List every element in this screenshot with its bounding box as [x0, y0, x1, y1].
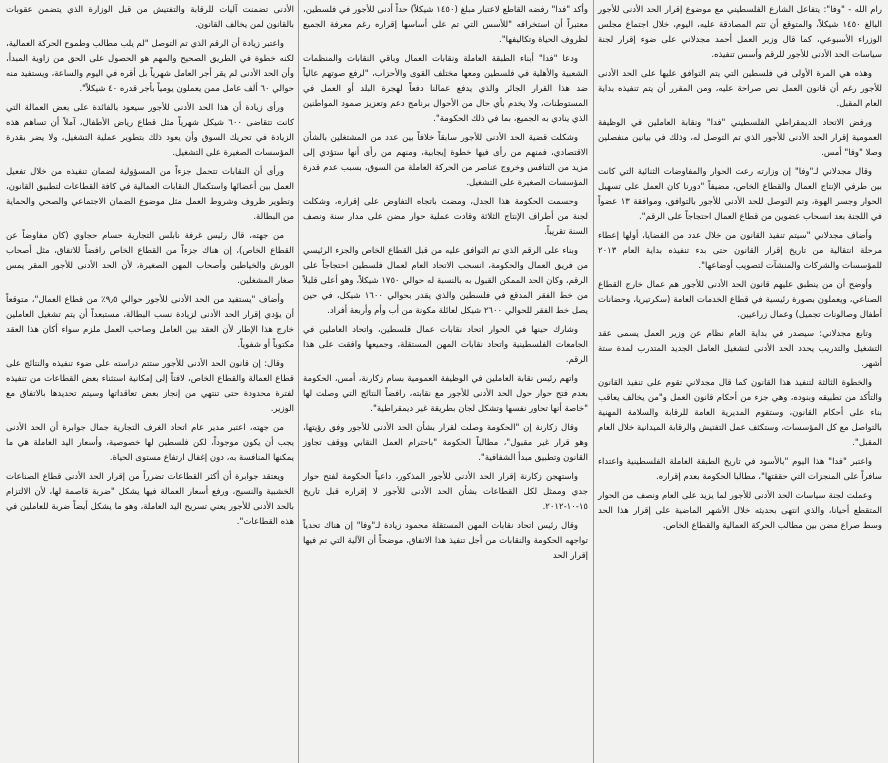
article-paragraph: وقال: إن قانون الحد الأدنى للأجور ستتم دراسته على ضوء تنفيذه والنتائج على قطاع العمالة والقطاع الخاص، لافتاً إلى إمكانية استثناء بعض القطاعات من تنفيذه لفترة محدودة حتى تنتهي من إنجاز بعض تعاقداتها وسيتم تحديدها بالاتفاق مع الوزير. — [6, 359, 294, 414]
article-paragraph: ورأى أن النقابات تتحمل جزءاً من المسؤولية لضمان تنفيذه من خلال تفعيل العمل بين أعضائها واستكمال النقابات العمالية في كافة القطاعات لتطبيق القانون، وتطوير ظروف وشروط العمل مثل موضوع الضمان الاجتماعي والصحي والحماية من البطالة. — [6, 167, 294, 222]
article-paragraph: رام الله - "وفا": يتفاعل الشارع الفلسطيني مع موضوع إقرار الحد الأدنى للأجور البالغ ١٤٥٠ شيكلاً، والمتوقع أن تتم المصادقة عليه، اليوم، خلال اجتماع مجلس الوزراء الأسبوعي، كما قال وزير العمل أحمد مجدلاني على ضوء إقرار لجنة سياسات الحد الأدنى للأجور للرقم وأسس تنفيذه. — [598, 5, 882, 60]
article-paragraph: وأضاف مجدلاني "سيتم تنفيذ القانون من خلال عدد من القضايا، أولها إعطاء مرحلة انتقالية من تاريخ إقرار القانون حتى بدء تنفيذه بداية العام ٢٠١٣ للمؤسسات والشركات والمنشآت لتصويب أوضاعها". — [598, 231, 882, 271]
article-paragraph: وقال رئيس اتحاد نقابات المهن المستقلة محمود زيادة لـ"وفا" إن هناك تحدياً تواجهه الحكومة والنقابات من أجل تنفيذ هذا الاتفاق، موضحاً أن الآلية التي تم فيها إقرار الحد — [303, 521, 588, 561]
article-paragraph: وأكد "فدا" رفضه القاطع لاعتبار مبلغ (١٤٥٠ شيكلاً) حداً أدنى للأجور في فلسطين، معتبراً أن استخرافه "للأسس التي تم على أساسها إقراره رغم معرفة الجميع لظروف الحياة وتكاليفها". — [303, 5, 588, 45]
article-paragraph: وحسمت الحكومة هذا الجدل، ومضت باتجاه التفاوض على إقراره، وشكلت لجنة من أطراف الإنتاج الثلاثة وقادت عملية حوار مضن على مدار سنة ونصف السنة تقريباً. — [303, 197, 588, 237]
article-paragraph: واعتبر زيادة أن الرقم الذي تم التوصل "لم يلب مطالب وطموح الحركة العمالية، لكنه خطوة في الطريق الصحيح والمهم هو الحصول على الحق من زاوية المبدأ، وأن الحد الأدنى لم يقر أجر العامل شهرياً بل أقره في اليوم والساعة، ويستفيد منه حوالي ٦٠ ألف عامل ممن يعملون يومياً بأجر قدره ٤٠ شيكلاً". — [6, 39, 294, 94]
column-divider — [593, 0, 594, 763]
article-paragraph: واعتبر "فدا" هذا اليوم "بالأسود في تاريخ الطبقة العاملة الفلسطينية واعتداء سافراً على المنجزات التي حققتها"، مطالبا الحكومة بعدم إقراره. — [598, 457, 882, 482]
article-paragraph: وشكلت قضية الحد الأدنى للأجور سابقاً خلافاً بين عدد من المشتغلين بالشأن الاقتصادي، فمنهم من رأى فيها خطوة إيجابية، ومنهم من رأى أنها ستؤدي إلى مزيد من التنافس وخروج عناصر من الحركة العاملة من السوق، بسبب عدم قدرة المؤسسات الصغيرة على التشغيل. — [303, 133, 588, 188]
article-paragraph: وقال زكارنة إن "الحكومة وصلت لقرار بشأن الحد الأدنى للأجور وفق رؤيتها، وهو قرار غير مقبول"، مطالباً الحكومة "باحترام العمل النقابي ووقف تجاوز القانون وتطبيق مبدأ الشفافية". — [303, 423, 588, 463]
article-paragraph: واستهجن زكارنة إقرار الحد الأدنى للأجور المذكور، داعياً الحكومة لفتح حوار جدي وممثل لكل القطاعات بشأن الحد الأدنى للأجور لا إقراره قبل تاريخ ١٥-١٠-٢٠١٢. — [303, 472, 588, 512]
article-paragraph: وهذه هي المرة الأولى في فلسطين التي يتم التوافق عليها على الحد الأدنى للأجور رغم أن قانون العمل نص صراحة عليه، ومن المقرر أن يتم تنفيذه بداية العام المقبل. — [598, 69, 882, 109]
article-paragraph: من جهته، قال رئيس غرفة نابلس التجارية حسام حجاوي (كان مفاوضاً عن القطاع الخاص)، إن هناك جزءاً من القطاع الخاص رافضاً للاتفاق، مثل أصحاب الورش والخياطين وأصحاب المهن الصغيرة، لأن الحد الأدنى للأجور المقر يمس صغار المشغلين. — [6, 231, 294, 286]
column-divider — [298, 0, 299, 763]
article-paragraph: وقال مجدلاني لـ"وفا" إن وزارته رعت الحوار والمفاوضات الثنائية التي كانت بين طرفي الإنتاج العمال والقطاع الخاص، مضيفاً "دورنا كان العمل على تسهيل الحوار وجسر الهوة، وتم التوصل للحد الأدنى للأجور بالتوافق، وموافقة ١٣ عضواً في اللجنة بعد انسحاب عضوين من قطاع العمال احتجاجاً على الرقم". — [598, 167, 882, 222]
article-paragraph: وعملت لجنة سياسات الحد الأدنى للأجور لما يزيد على العام ونصف من الحوار المتقطع أحيانا، والذي انتهى بحديثه خلال الأشهر الماضية على إقرار هذا الحد وسط صراع مضن بين مطالب الحركة العمالية والقطاع الخاص. — [598, 491, 882, 531]
article-paragraph: ورأى زيادة أن هذا الحد الأدنى للأجور سيعود بالفائدة على بعض العمالة التي كانت تتقاضى ٦٠٠ شيكل شهرياً مثل قطاع رياض الأطفال، آملاً أن تساهم هذه الزيادة في تحريك السوق وأن يعود ذلك بتطوير عملية التشغيل، ولا يضر بقدرة المؤسسات الصغيرة على التشغيل. — [6, 103, 295, 158]
article-paragraph: وأضاف "يستفيد من الحد الأدنى للأجور حوالي ٩٫٥٪ من قطاع العمال"، متوقعاً أن يؤدي إقرار الحد الأدنى لزيادة نسب البطالة، مستبعداً أن يتم تشغيل العاملين خارج هذا الإطار لأن العقد بين العامل وصاحب العمل ملزم سواء أكان هذا العقد مكتوباً أو شفوياً. — [6, 295, 294, 350]
article-column-middle — [301, 0, 590, 763]
article-paragraph: وبناء على الرقم الذي تم التوافق عليه من قبل القطاع الخاص والجزء الرئيسي من فريق العمال والحكومة، انسحب الاتحاد العام لعمال فلسطين احتجاجاً على الرقم، وكان الحد الممكن القبول به بالنسبة له حوالي ١٧٥٠ شيكلاً، وهو أعلى قليلاً من خط الفقر المدقع في فلسطين والذي يقدر بحوالي ١٦٠٠ شيكل، في حين يصل خط الفقر للحوالي ٢٦٠٠ شيكل لعائلة مكونة من أب وأم وأربعة أفراد. — [303, 246, 589, 316]
article-paragraph: واتهم رئيس نقابة العاملين في الوظيفة العمومية بسام زكارنة، أمس، الحكومة بعدم فتح حوار حول الحد الأدنى للأجور مع نقابته، رافضاً النتائج التي وصلت لها "خاصة أنها تحاور نفسها وتشكل لجان بطريقة غير ديمقراطية". — [303, 374, 588, 414]
article-paragraph: وتابع مجدلاني: سيصدر في بداية العام نظام عن وزير العمل يسمى عقد التشغيل والتدريب يحدد الحد الأدنى لتشغيل العامل الجديد المتدرب لمدة ستة أشهر. — [598, 329, 882, 369]
article-column-right — [596, 0, 884, 763]
article-paragraph: الأدنى تضمنت آليات للرقابة والتفتيش من قبل الوزارة الذي يتضمن عقوبات بالقانون لمن يخالف القانون. — [6, 5, 294, 30]
article-column-left — [4, 0, 296, 763]
article-paragraph: وأوضح أن من ينطبق عليهم قانون الحد الأدنى للأجور هم عمال خارج القطاع الصناعي، ويعملون بصورة رئيسية في قطاع الخدمات العامة (سكرتيريا، وحضانات أطفال وصالونات تجميل) وعمال زراعيين. — [598, 280, 882, 320]
article-paragraph: من جهته، اعتبر مدير عام اتحاد الغرف التجارية جمال جوابرة أن الحد الأدنى يجب أن يكون موجوداً، لكن فلسطين لها خصوصية، وأسعار اليد العاملة هي ما يمكنها المنافسة به، دون إغفال ارتفاع مستوى الحياة. — [6, 423, 294, 463]
article-paragraph: ودعا "فدا" أبناء الطبقة العاملة ونقابات العمال وباقي النقابات والمنظمات الشعبية والأهلية في فلسطين ومعها مختلف القوى والأحزاب، "لرفع صوتهم عالياً ضد هذا القرار الجائر والذي يدفع عمالنا دفعاً لهجرة البلد أو العمل في المستوطنات، ولا يخدم بأي حال من الأحوال برنامج دعم وتعزيز صمود المواطنين الذي ينادي به الجميع، بما في ذلك الحكومة". — [303, 54, 588, 124]
article-paragraph: ويعتقد جوابرة أن أكثر القطاعات تضرراً من إقرار الحد الأدنى قطاع الصناعات الخشبية والنسيج، ورفع أسعار العمالة فيها يشكل "ضربة قاصمة لها، لأن الالتزام بالحد الأدنى للأجور يعني تسريح اليد العاملة، وهو ما يشكل أيضاً ضربة للعاملين في هذه القطاعات". — [6, 472, 294, 527]
article-paragraph: ورفض الاتحاد الديمقراطي الفلسطيني "فدا" ونقابة العاملين في الوظيفة العمومية إقرار الحد الأدنى للأجور الذي تم التوصل له، وذلك في بيانين منفصلين وصلا "وفا" أمس. — [598, 118, 882, 158]
article-paragraph: وشارك حينها في الحوار اتحاد نقابات عمال فلسطين، واتحاد العاملين في الجامعات الفلسطينية واتحاد نقابات المهن المستقلة، وجميعها وافقت على هذا الرقم. — [303, 325, 588, 365]
article-paragraph: والخطوة الثالثة لتنفيذ هذا القانون كما قال مجدلاني تقوم على تنفيذ القانون والتأكد من تطبيقه وبنوده، وهي جزء من أحكام قانون العمل و"من يخالف يعاقب بناء على أحكام القانون، وستقوم المديرية العامة للرقابة والسلامة المهنية بالتواصل مع كل المؤسسات، وستكثف عمل التفتيش والرقابة الميدانية خلال العام المقبل". — [598, 378, 882, 448]
